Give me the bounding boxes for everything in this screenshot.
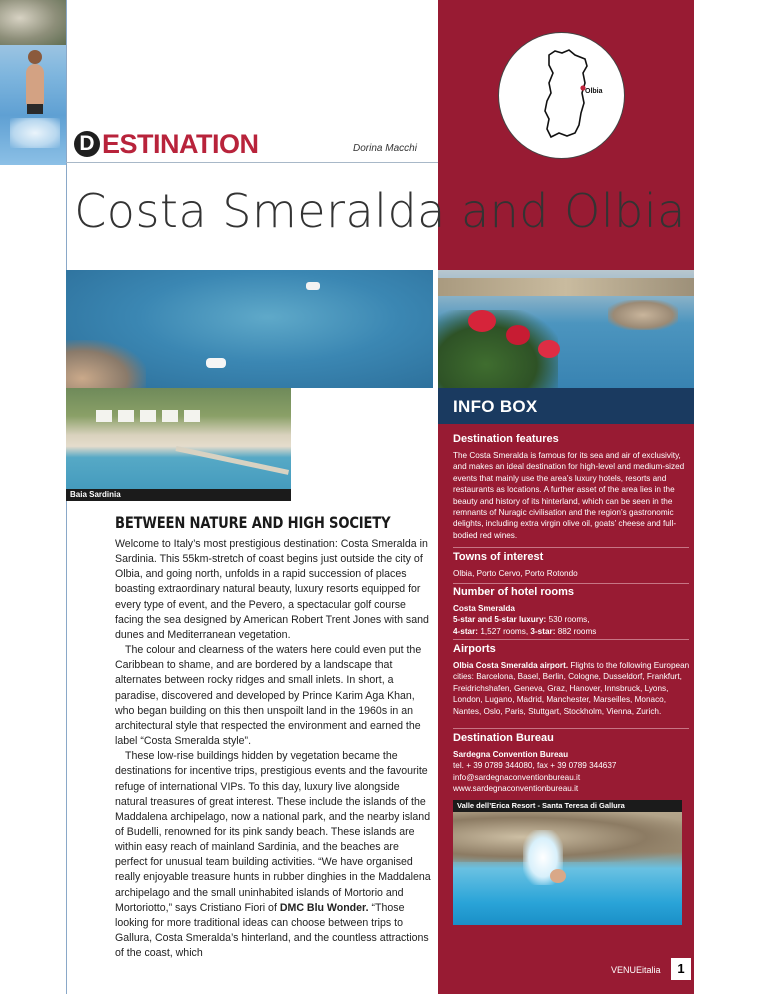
photo-flower bbox=[468, 310, 496, 332]
photo-boat bbox=[206, 358, 226, 368]
destination-badge: D bbox=[74, 131, 100, 157]
infobox-divider bbox=[453, 547, 689, 548]
infobox-bureau-heading: Destination Bureau bbox=[453, 732, 554, 744]
bureau-name: Sardegna Convention Bureau bbox=[453, 750, 569, 759]
airport-name: Olbia Costa Smeralda airport. bbox=[453, 661, 569, 670]
photo-flower bbox=[506, 325, 530, 345]
footer-brand: VENUEitalia bbox=[611, 965, 661, 975]
photo-swimmer-head bbox=[28, 50, 42, 64]
hotels-4star-value: 1,527 rooms, bbox=[480, 626, 529, 636]
photo-rock bbox=[0, 0, 66, 45]
infobox-bureau-text bbox=[453, 749, 691, 795]
photo-boat bbox=[306, 282, 320, 290]
hotels-5star-value: 530 rooms, bbox=[548, 615, 590, 625]
article-company: DMC Blu Wonder. bbox=[279, 901, 369, 914]
photo-rocks bbox=[608, 300, 678, 330]
page-right-edge bbox=[694, 0, 695, 994]
section-title: ESTINATION bbox=[102, 129, 259, 159]
photo-pool-resort bbox=[453, 812, 682, 925]
photo-caption: Baia Sardinia bbox=[70, 490, 121, 499]
infobox-airports-text bbox=[453, 660, 691, 717]
sardinia-map bbox=[498, 32, 625, 159]
infobox-hotels-heading: Number of hotel rooms bbox=[453, 586, 575, 598]
article-text: “Those looking for more traditional ideas can choose between trips to Gallura, Costa Smeralda’s hinterland, and the countless attractions of the coast, which bbox=[115, 901, 429, 960]
hotels-5star-label: 5-star and 5-star luxury: bbox=[453, 615, 547, 625]
infobox-features-heading: Destination features bbox=[453, 433, 559, 445]
airport-destinations: Flights to the following European cities: Barcelona, Basel, Berlin, Cologne, Dusseldorf, Frankfurt, Freidrichshafen, Geneva, Graz, Hanover, Innsbruck, Lyons, London, Lugano, Madrid, Manchester, Marseilles, Monaco, Nantes, Oslo, Paris, Stuttgart, Stockholm, Vienna, Zurich. bbox=[453, 661, 690, 716]
infobox-divider bbox=[453, 583, 689, 584]
hotels-3star-value: 882 rooms bbox=[557, 626, 597, 636]
infobox-towns-text: Olbia, Porto Cervo, Porto Rotondo bbox=[453, 569, 578, 578]
article-text: These low-rise buildings hidden by vegetation became the destinations for incentive trips, prestigious events and the favourite refuge of international VIPs. To this day, luxury live alongside natural treasures of great interest. These include the islands of the Maddalena archipelago, now a national park, and the nearby island of Budelli, renowned for its pink sandy beach. These islands are within easy reach of mainland Sardinia, and the beaches are perfect for unusual team building activities. “We have organised really enjoyable treasure hunts in rubber dinghies in the Maddalena archipelago and the small uninhabited islands of Mortorio and Mortoriotto,” says Cristiano Fiori of bbox=[115, 750, 431, 914]
photo-swimmer-body bbox=[26, 64, 44, 108]
photo-caption: Valle dell’Erica Resort - Santa Teresa di Gallura bbox=[457, 801, 625, 810]
photo-shore bbox=[438, 278, 694, 296]
photo-sea-aerial bbox=[66, 270, 433, 388]
hotels-4star-label: 4-star: bbox=[453, 626, 479, 636]
photo-splash bbox=[10, 118, 60, 148]
sardinia-outline-icon bbox=[499, 33, 624, 158]
article-body bbox=[115, 537, 433, 961]
article-title: Costa Smeralda and Olbia bbox=[74, 184, 686, 238]
photo-swimmer-shorts bbox=[27, 104, 43, 114]
bureau-email: info@sardegnaconventionbureau.it bbox=[453, 772, 581, 782]
bureau-phone: tel. + 39 0789 344080, fax + 39 0789 344637 bbox=[453, 761, 617, 771]
photo-flower bbox=[538, 340, 560, 358]
photo-building bbox=[184, 410, 200, 422]
bureau-website: www.sardegnaconventionbureau.it bbox=[453, 784, 579, 794]
photo-pier bbox=[175, 446, 289, 475]
map-city-label: Olbia bbox=[585, 88, 603, 95]
article-paragraph: The colour and clearness of the waters here could even put the Caribbean to shame, and are bordered by a landscape that alternates between rocky ridges and small inlets. In short, a paradise, discovered and developed by Prince Karim Aga Khan, who began building on this then unspoilt land in the 1960s in an architectural style that respected the environment and earned the label “Costa Smeralda style”. bbox=[115, 644, 422, 748]
photo-building bbox=[162, 410, 178, 422]
photo-building bbox=[118, 410, 134, 422]
photo-rocks bbox=[66, 340, 146, 388]
hotels-3star-label: 3-star: bbox=[530, 626, 556, 636]
photo-beach bbox=[66, 388, 291, 500]
photo-bather bbox=[550, 869, 566, 883]
infobox-features-text: The Costa Smeralda is famous for its sea and air of exclusivity, and makes an ideal destination for high-level and medium-sized events that mainly use the area’s luxury hotels, resorts and restaurants as locations. A further asset of the area lies in the beauty and history of its hinterland, which can be seen in the remnants of Nuragic civilisation and the region’s gastronomic delights, including extra virgin olive oil, goats’ cheese and full-bodied red wines. bbox=[453, 451, 685, 540]
infobox-hotels-text bbox=[453, 603, 691, 637]
article-heading: BETWEEN NATURE AND HIGH SOCIETY bbox=[115, 513, 391, 532]
infobox-divider bbox=[453, 728, 689, 729]
photo-swimmer bbox=[0, 0, 66, 165]
infobox-title: INFO BOX bbox=[453, 397, 538, 416]
photo-building bbox=[96, 410, 112, 422]
photo-flowers-coast bbox=[438, 270, 694, 388]
hotels-region: Costa Smeralda bbox=[453, 604, 515, 613]
photo-building bbox=[140, 410, 156, 422]
page-number: 1 bbox=[671, 958, 691, 980]
infobox-towns-heading: Towns of interest bbox=[453, 551, 544, 563]
author-name: Dorina Macchi bbox=[353, 143, 417, 154]
infobox-airports-heading: Airports bbox=[453, 643, 496, 655]
article-paragraph bbox=[115, 749, 433, 961]
header-rule bbox=[66, 162, 438, 163]
photo-rocks bbox=[453, 812, 682, 862]
article-paragraph: Welcome to Italy’s most prestigious destination: Costa Smeralda in Sardinia. This 55km-stretch of coast begins just outside the city of Olbia, and going north, unfolds in a rapid succession of places boasting extraordinary natural beauty, luxury resorts equipped for every type of event, and the Pevero, a spectacular golf course facing the sea designed by American Robert Trent Jones with sand dunes and Mediterranean vegetation. bbox=[115, 538, 429, 641]
infobox-divider bbox=[453, 639, 689, 640]
